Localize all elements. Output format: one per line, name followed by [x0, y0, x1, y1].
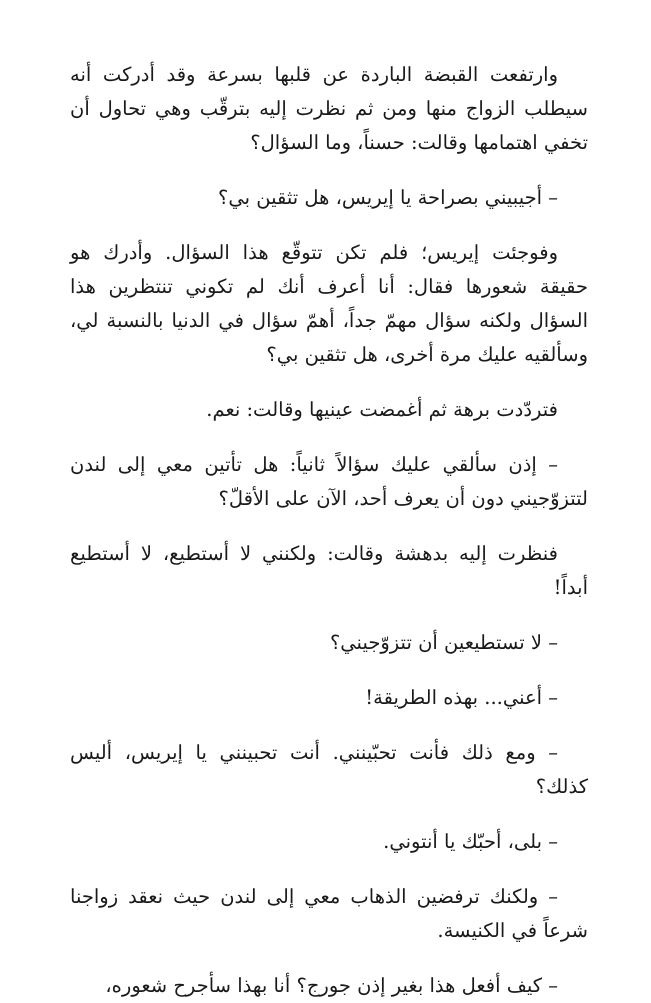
paragraph-12: – كيف أفعل هذا بغير إذن جورج؟ أنا بهذا سأجرح شعوره، — [105, 974, 558, 997]
paragraph-1: وارتفعت القبضة الباردة عن قلبها بسرعة وقد أدركت أنه سيطلب الزواج منها ومن ثم نظرت إليه بترقّب وهي تحاول أن تخفي اهتمامها وقالت: حسناً، وما السؤال؟ — [70, 63, 588, 154]
paragraph-10: – بلى، أحبّك يا أنتوني. — [383, 830, 558, 853]
paragraph-6: فنظرت إليه بدهشة وقالت: ولكنني لا أستطيع، لا أستطيع أبداً! — [70, 542, 588, 599]
book-page — [70, 58, 588, 1003]
paragraph-7: – لا تستطيعين أن تتزوّجيني؟ — [329, 631, 558, 654]
paragraph-8: – أعني... بهذه الطريقة! — [365, 686, 558, 709]
paragraph-3: وفوجئت إيريس؛ فلم تكن تتوقّع هذا السؤال. وأدرك هو حقيقة شعورها فقال: أنا أعرف أنك لم تكوني تنتظرين هذا السؤال ولكنه سؤال مهمّ جداً، أهمّ سؤال في الدنيا بالنسبة لي، وسألقيه عليك مرة أخرى، هل تثقين بي؟ — [70, 241, 588, 366]
paragraph-4: فتردّدت برهة ثم أغمضت عينيها وقالت: نعم. — [206, 398, 558, 421]
paragraph-5: – إذن سألقي عليك سؤالاً ثانياً: هل تأتين معي إلى لندن لتتزوّجيني دون أن يعرف أحد، الآن على الأقلّ؟ — [70, 453, 588, 510]
paragraph-2: – أجيبيني بصراحة يا إيريس، هل تثقين بي؟ — [218, 186, 558, 209]
paragraph-11: – ولكنك ترفضين الذهاب معي إلى لندن حيث نعقد زواجنا شرعاً في الكنيسة. — [70, 885, 588, 942]
paragraph-9: – ومع ذلك فأنت تحبّينني. أنت تحبينني يا إيريس، أليس كذلك؟ — [70, 741, 588, 798]
